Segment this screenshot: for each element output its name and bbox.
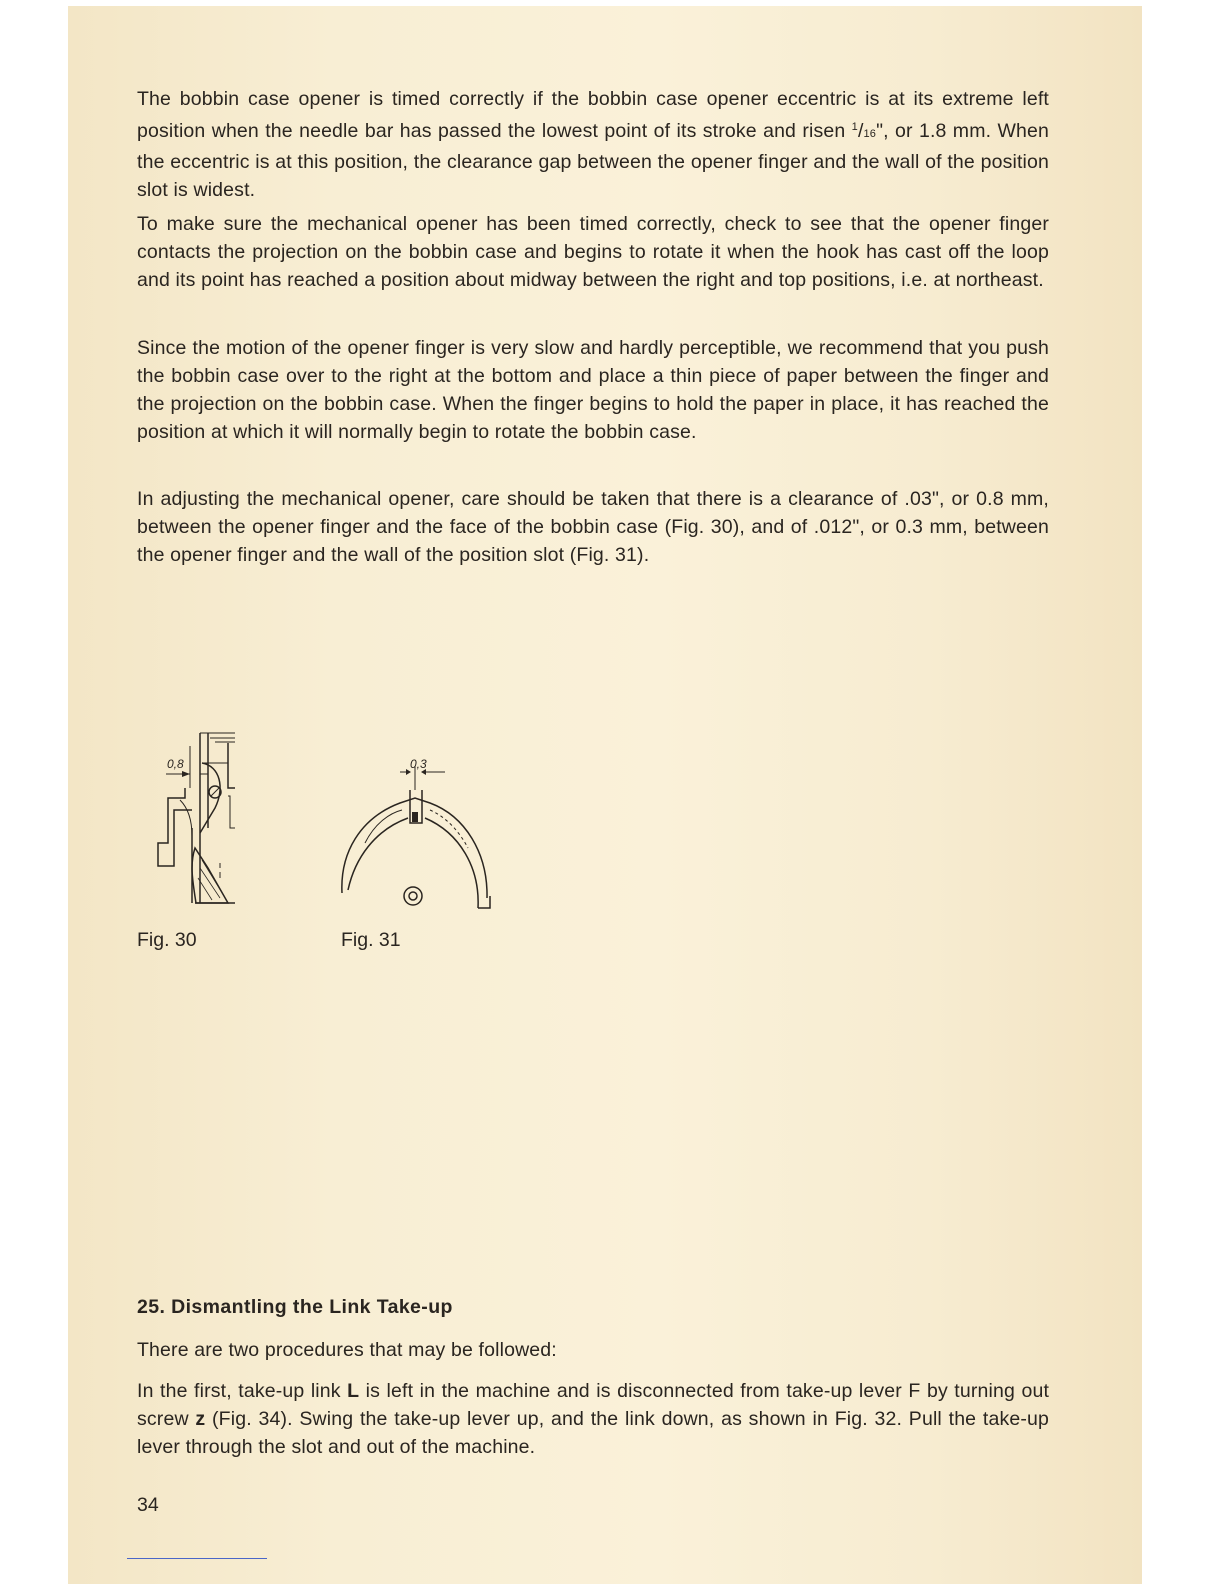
figure-31-dimension-label: 0,3: [410, 757, 427, 771]
section-body-text: In the first, take-up link: [137, 1380, 348, 1402]
paragraph-timing-check: To make sure the mechanical opener has been timed correctly, check to see that the opener finger contacts the projection on the bobbin case and begins to rotate it when the hook has cast off the loop and its point has reached a position about midway between the right and top positions, i.e. at northeast.: [137, 213, 1049, 291]
paragraph-paper-tip: Since the motion of the opener finger is very slow and hardly perceptible, we recommend that you push the bobbin case over to the right at the bottom and place a thin piece of paper between the finger and the projection on the bobbin case. When the finger begins to hold the paper in place, it has reached the position at which it will normally begin to rotate the bobbin case.: [137, 337, 1049, 443]
section-body-text: (Fig. 34). Swing the take-up lever up, and the link down, as shown in Fig. 32. Pull the take-up lever through the slot and out of the machine.: [137, 1408, 1049, 1458]
paragraph-text: The bobbin case opener is timed correctly if the bobbin case opener eccentric is at its extreme left position when the needle bar has passed the lowest point of its stroke and risen: [137, 88, 1049, 142]
figure-30-caption: Fig. 30: [137, 929, 197, 951]
figure-31-caption: Fig. 31: [341, 929, 401, 951]
link-letter: L: [347, 1380, 360, 1402]
paragraph-opener-timing: The bobbin case opener is timed correctly if the bobbin case opener eccentric is at its extreme left position when the needle bar has passed the lowest point of its stroke and risen $^1$/16", or 1.8 mm. When the eccentric is at this position, the clearance gap between the opener finger and the wall of the position slot is widest.: [137, 88, 1049, 201]
section-body: [137, 1377, 1049, 1461]
figure-30-dimension-label: 0,8: [167, 757, 184, 771]
section-body-text: is left in the machine and is disconnected from take-up lever F by turning out screw: [137, 1380, 1050, 1430]
fraction-denominator: 16: [863, 128, 877, 140]
figure-31-drawing: [330, 748, 500, 918]
paragraph-text: ", or 1.8 mm. When the eccentric is at this position, the clearance gap between the opener finger and the wall of the position slot is widest.: [137, 120, 1049, 201]
figure-30-drawing: [140, 728, 250, 918]
section-intro: There are two procedures that may be followed:: [137, 1339, 557, 1361]
section-heading: 25. Dismantling the Link Take-up: [137, 1296, 453, 1318]
paragraph-clearance: In adjusting the mechanical opener, care should be taken that there is a clearance of .03", or 0.8 mm, between the opener finger and the face of the bobbin case (Fig. 30), and of .012", or 0.3 mm, between the opener finger and the wall of the position slot (Fig. 31).: [137, 488, 1049, 566]
page-number: 34: [137, 1494, 159, 1516]
footer-rule: [127, 1558, 267, 1559]
screw-letter: z: [195, 1408, 206, 1430]
fraction-numerator: 1: [851, 121, 858, 133]
